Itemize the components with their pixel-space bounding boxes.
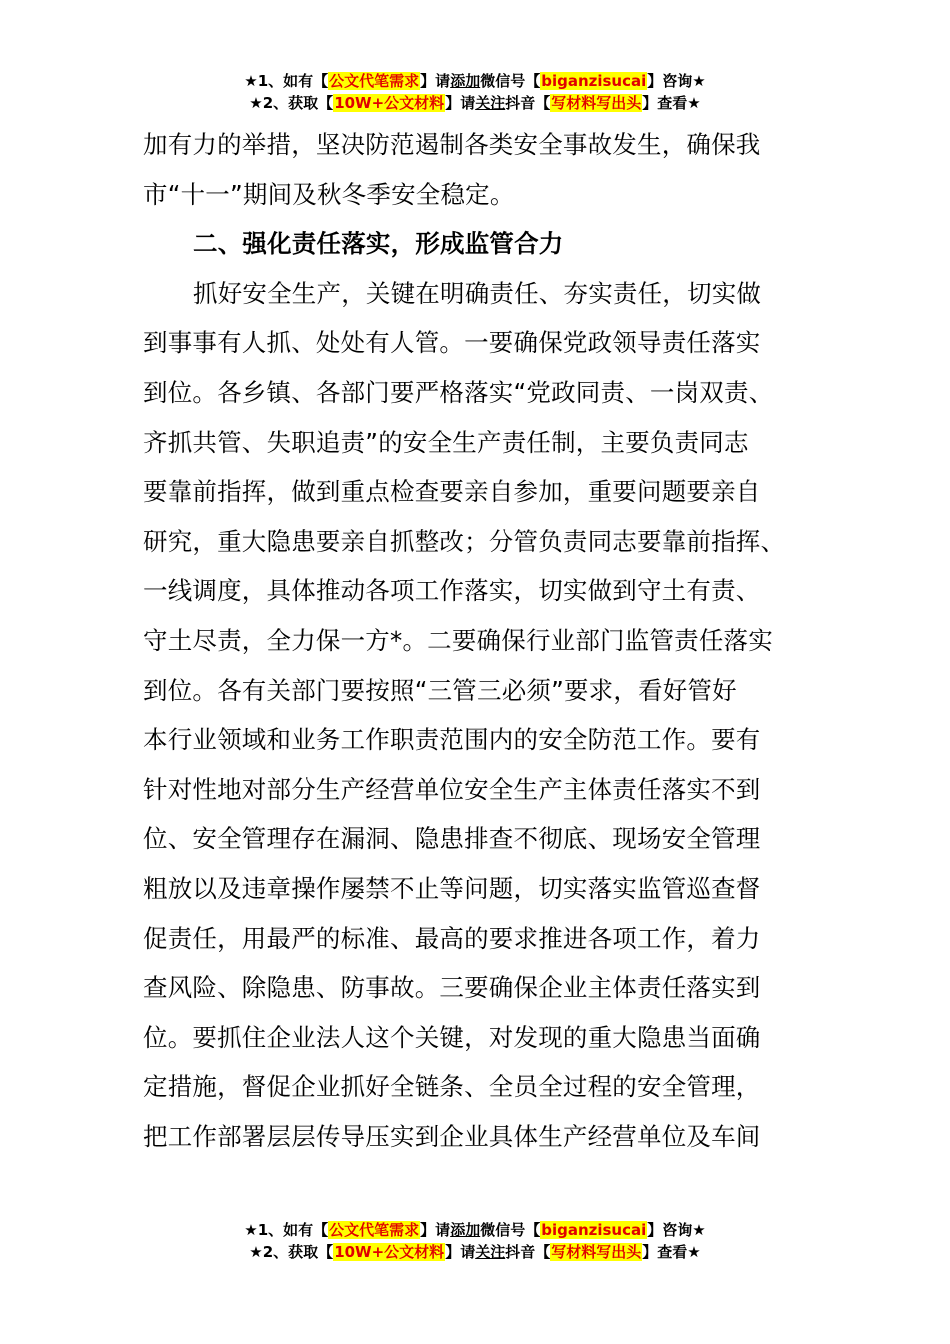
body-line: 把工作部署层层传导压实到企业具体生产经营单位及车间 [143,1121,761,1151]
banner-text: 】咨询★ [647,1221,706,1239]
body-line: 到位。各有关部门要按照“三管三必须”要求，看好管好 [143,675,737,705]
body-line: 查风险、除隐患、防事故。三要确保企业主体责任落实到 [143,973,761,1003]
banner-line-2 [0,92,950,114]
banner-highlight: biganzisucai [541,1221,647,1239]
banner-underline: 添加 [450,1221,481,1239]
body-line: 加有力的举措，坚决防范遏制各类安全事故发生，确保我 [143,130,761,159]
banner-underline: 关注 [475,94,506,112]
banner-highlight: 写材料写出头 [551,94,642,112]
banner-text: ★1、如有【 [244,72,329,90]
footer-banner [0,1219,950,1263]
banner-underline: 添加 [450,72,481,90]
banner-line-2 [0,1241,950,1263]
banner-underline: 关注 [475,1243,506,1261]
body-line: 守土尽责，全力保一方*。二要确保行业部门监管责任落实 [143,625,773,655]
banner-text: 】请 [420,1221,451,1239]
banner-text: 】咨询★ [647,72,706,90]
document-body [143,120,813,1161]
banner-highlight: 公文代笔需求 [329,1221,420,1239]
body-line: 抓好安全生产，关键在明确责任、夯实责任，切实做 [193,278,762,308]
body-line: 一线调度，具体推动各项工作落实，切实做到守土有责、 [143,576,761,606]
banner-text: 抖音【 [505,94,551,112]
banner-line-1 [0,1219,950,1241]
banner-highlight: 写材料写出头 [551,1243,642,1261]
banner-highlight: 10W+公文材料 [334,1243,445,1261]
body-line: 针对性地对部分生产经营单位安全生产主体责任落实不到 [143,774,761,804]
body-line: 到事事有人抓、处处有人管。一要确保党政领导责任落实 [143,328,761,358]
banner-text: 微信号【 [480,72,541,90]
body-line: 粗放以及违章操作屡禁不止等问题，切实落实监管巡查督 [143,873,761,903]
body-line: 定措施，督促企业抓好全链条、全员全过程的安全管理， [143,1072,761,1102]
body-line: 市“十一”期间及秋冬季安全稳定。 [143,179,515,209]
banner-highlight: 公文代笔需求 [329,72,420,90]
banner-text: 】查看★ [642,1243,701,1261]
body-line: 研究，重大隐患要亲自抓整改；分管负责同志要靠前指挥、 [143,526,786,556]
banner-text: ★2、获取【 [249,1243,334,1261]
banner-text: 】请 [445,1243,476,1261]
body-line: 位、安全管理存在漏洞、隐患排查不彻底、现场安全管理 [143,824,761,854]
header-banner [0,70,950,114]
banner-text: ★2、获取【 [249,94,334,112]
banner-highlight: biganzisucai [541,72,647,90]
banner-line-1 [0,70,950,92]
banner-text: 】查看★ [642,94,701,112]
section-heading: 二、强化责任落实，形成监管合力 [193,229,564,259]
body-line: 本行业领域和业务工作职责范围内的安全防范工作。要有 [143,725,761,755]
body-line: 齐抓共管、失职追责”的安全生产责任制，主要负责同志 [143,427,749,457]
banner-text: ★1、如有【 [244,1221,329,1239]
banner-text: 】请 [420,72,451,90]
body-line: 促责任，用最严的标准、最高的要求推进各项工作，着力 [143,923,761,953]
body-line: 位。要抓住企业法人这个关键，对发现的重大隐患当面确 [143,1022,761,1052]
body-line: 要靠前指挥，做到重点检查要亲自参加，重要问题要亲自 [143,477,761,507]
body-line: 到位。各乡镇、各部门要严格落实“党政同责、一岗双责、 [143,377,774,407]
banner-text: 抖音【 [505,1243,551,1261]
banner-text: 】请 [445,94,476,112]
banner-text: 微信号【 [480,1221,541,1239]
banner-highlight: 10W+公文材料 [334,94,445,112]
